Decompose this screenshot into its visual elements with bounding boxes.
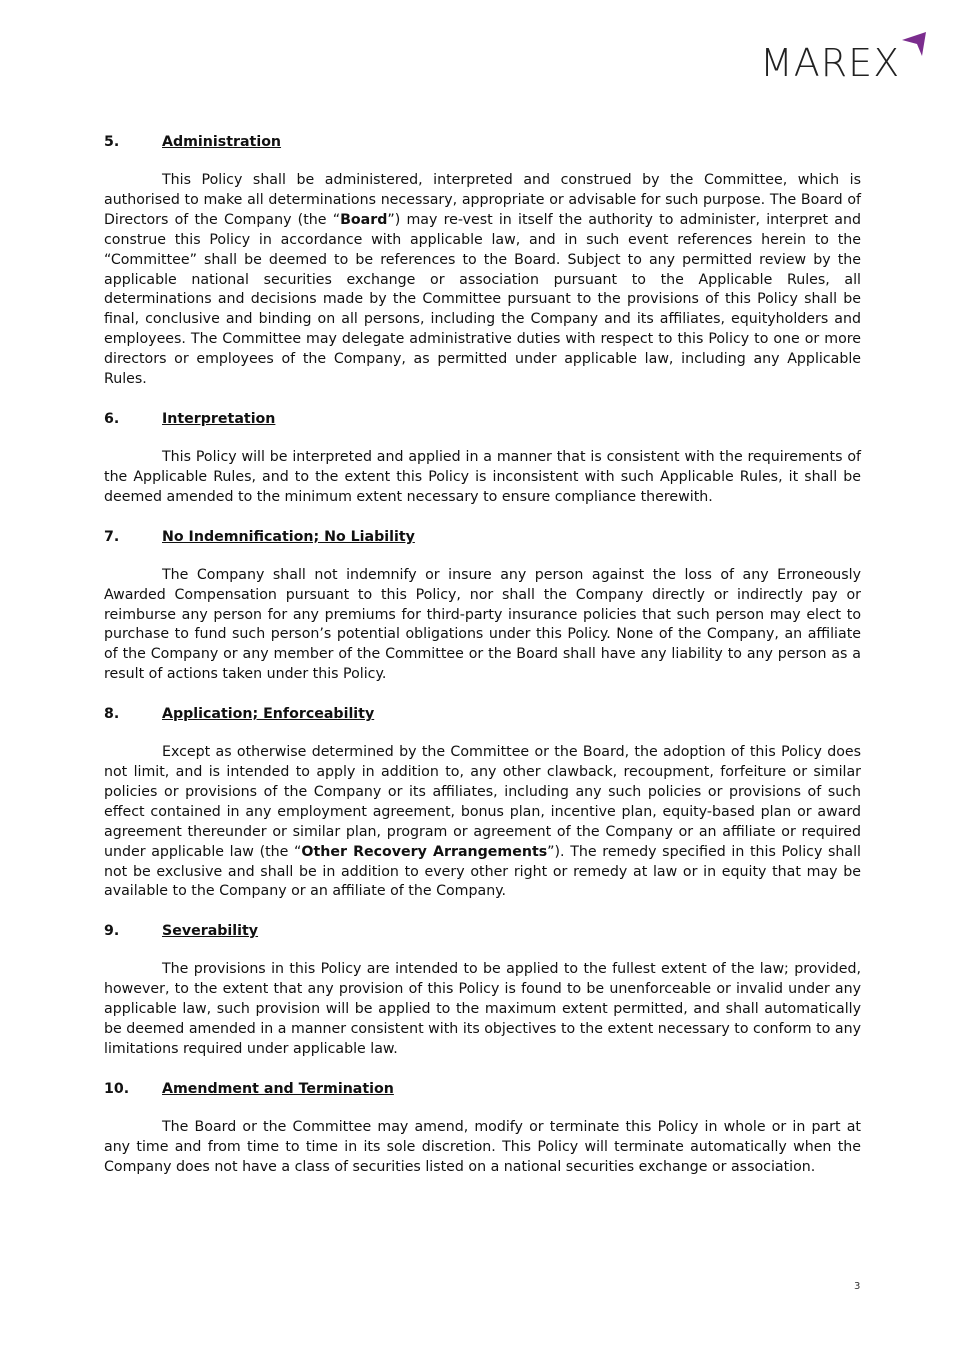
page-number: 3 xyxy=(854,1281,861,1292)
section-title: Application; Enforceability xyxy=(162,706,375,723)
section-number: 5. xyxy=(104,134,120,150)
section-number: 7. xyxy=(104,528,120,545)
section-heading xyxy=(104,921,861,941)
section-number: 10. xyxy=(104,1080,130,1097)
defined-term: Board xyxy=(340,211,388,228)
section-heading xyxy=(104,132,861,152)
document-body xyxy=(104,132,861,1197)
section-paragraph: This Policy will be interpreted and applied in a manner that is consistent with the requirements of the Applicable Rules, and to the extent this Policy is inconsistent with such Applicable Rules, it shall be deemed amended to the minimum extent necessary to ensure compliance therewith. xyxy=(104,448,861,505)
section-number: 6. xyxy=(104,410,120,427)
section-title: No Indemnification; No Liability xyxy=(162,528,415,545)
defined-term: Other Recovery Arrangements xyxy=(301,843,548,860)
section-paragraph: The provisions in this Policy are intended to be applied to the fullest extent of the law; provided, however, to the extent that any provision of this Policy is found to be unenforceable or invalid under any applicable law, such provision will be applied to the maximum extent permitted, and shall automatically be deemed amended in a manner consistent with its objectives to the extent necessary to conform to any limitations required under applicable law. xyxy=(104,961,861,1057)
section-paragraph: The Board or the Committee may amend, modify or terminate this Policy in whole or in part at any time and from time to time in its sole discretion. This Policy will terminate automatically when the Company does not have a class of securities listed on a national securities exchange or association. xyxy=(104,1118,861,1175)
logo-wordmark: MAREX xyxy=(760,41,901,85)
marex-logo xyxy=(760,28,935,88)
section-no-indemnification xyxy=(104,527,861,685)
section-paragraph: Except as otherwise determined by the Committee or the Board, the adoption of this Policy does not limit, and is intended to apply in addition to, any other clawback, recoupment, forfeiture or similar policies or provisions of the Company or its affiliates, including any such policies or provisions of such effect contained in any employment agreement, bonus plan, incentive plan, equity-based plan or award agreement thereunder or similar plan, program or agreement of the Company or an affiliate or required under applicable law (the “Other Recovery Arrangements”). The remedy specified in this Policy shall not be exclusive and shall be in addition to every other right or remedy at law or in equity that may be available to the Company or an affiliate of the Company. xyxy=(104,744,861,900)
section-number: 9. xyxy=(104,923,120,940)
section-heading xyxy=(104,527,861,547)
section-heading xyxy=(104,704,861,724)
section-severability xyxy=(104,921,861,1060)
section-number: 8. xyxy=(104,706,120,723)
section-paragraph: This Policy shall be administered, interpreted and construed by the Committee, which is authorised to make all determinations necessary, appropriate or advisable for such purpose. The Board of Directors of the Company (the “Board”) may re-vest in itself the authority to administer, interpret and construe this Policy in accordance with applicable law, and in such event references herein to the “Committee” shall be deemed to be references to the Board. Subject to any permitted review by the applicable national securities exchange or association pursuant to the Applicable Rules, all determinations and decisions made by the Committee pursuant to the provisions of this Policy shall be final, conclusive and binding on all persons, including the Company and its affiliates, equityholders and employees. The Committee may delegate administrative duties with respect to this Policy to one or more directors or employees of the Company, as permitted under applicable law, including any Applicable Rules. xyxy=(104,172,861,388)
section-heading xyxy=(104,1079,861,1099)
section-title: Administration xyxy=(162,134,282,150)
section-amendment-termination xyxy=(104,1079,861,1178)
logo-arrow-icon xyxy=(896,28,932,62)
section-title: Interpretation xyxy=(162,410,276,427)
section-paragraph: The Company shall not indemnify or insure any person against the loss of any Erroneously Awarded Compensation pursuant to this Policy, nor shall the Company directly or indirectly pay or reimburse any person for any premiums for third-party insurance policies that such person may elect to purchase to fund such person’s potential obligations under this Policy. None of the Company, an affiliate of the Company or any member of the Committee or the Board shall have any liability to any person as a result of actions taken under this Policy. xyxy=(104,566,861,683)
section-heading xyxy=(104,409,861,429)
section-title: Severability xyxy=(162,923,259,940)
section-administration xyxy=(104,132,861,390)
section-application-enforceability xyxy=(104,704,861,902)
section-interpretation xyxy=(104,409,861,508)
section-title: Amendment and Termination xyxy=(162,1080,394,1097)
